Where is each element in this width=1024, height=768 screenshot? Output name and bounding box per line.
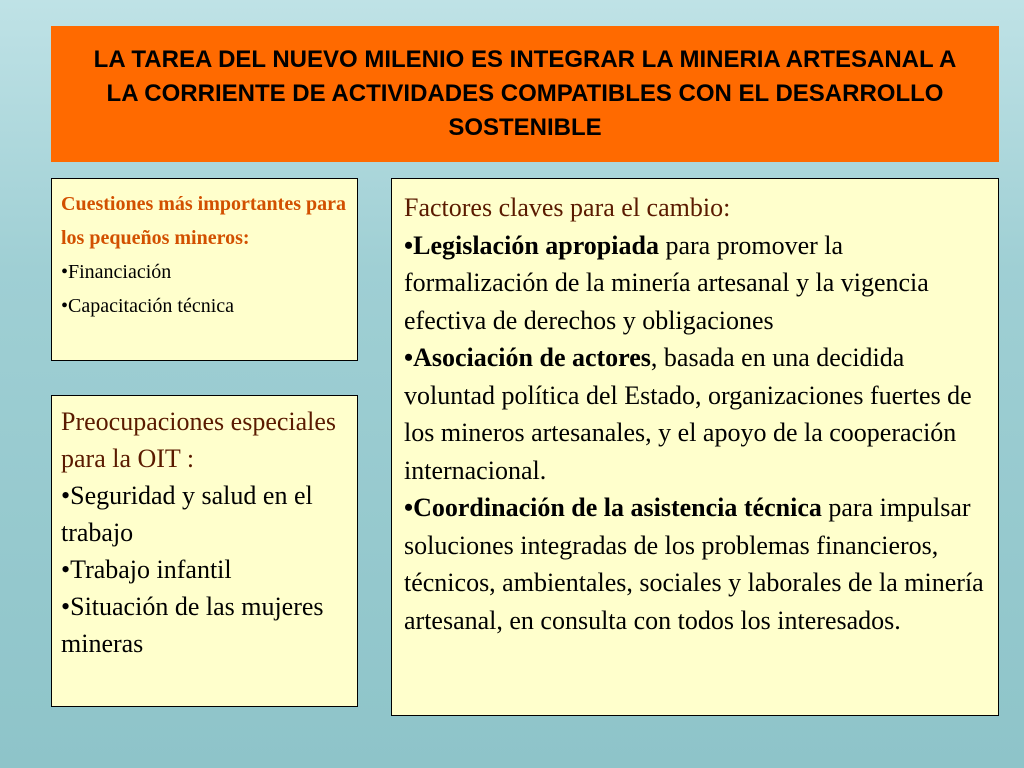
- key-factor-item: [404, 227, 988, 340]
- title-banner: [51, 26, 999, 162]
- key-factor-item: [404, 339, 988, 489]
- bullet-item: •Trabajo infantil: [61, 555, 232, 584]
- small-miners-issues-box: [51, 178, 358, 361]
- key-factor-description: , basada en una decidida voluntad política del Estado, organizaciones fuertes de los mineros artesanales, y el apoyo de la cooperación internacional.: [404, 343, 972, 485]
- bullet-item: •Seguridad y salud en el trabajo: [61, 481, 313, 547]
- key-factor-title: •Coordinación de la asistencia técnica: [404, 493, 822, 522]
- small-miners-issues-heading: Cuestiones más importantes para los pequeños mineros:: [61, 193, 346, 249]
- oit-concerns-box: [51, 395, 358, 707]
- oit-concerns-heading: Preocupaciones especiales para la OIT :: [61, 407, 337, 473]
- key-factor-title: •Legislación apropiada: [404, 230, 659, 260]
- slide-title: LA TAREA DEL NUEVO MILENIO ES INTEGRAR LA MINERIA ARTESANAL A LA CORRIENTE DE ACTIVIDADES COMPATIBLES CON EL DESARROLLO SOSTENIBLE: [93, 46, 957, 141]
- bullet-item: •Situación de las mujeres mineras: [61, 592, 324, 658]
- key-factor-title: •Asociación de actores: [404, 343, 651, 372]
- key-factors-heading: Factores claves para el cambio:: [404, 193, 731, 222]
- key-factor-description: para promover la formalización de la minería artesanal y la vigencia efectiva de derechos y obligaciones: [404, 230, 929, 335]
- key-factor-description: para impulsar soluciones integradas de los problemas financieros, técnicos, ambientales, sociales y laborales de la minería artesanal, en consulta con todos los interesados.: [404, 493, 984, 635]
- key-factors-box: [391, 178, 999, 716]
- bullet-item: •Capacitación técnica: [61, 295, 235, 317]
- key-factor-item: [404, 489, 988, 639]
- bullet-item: •Financiación: [61, 261, 172, 283]
